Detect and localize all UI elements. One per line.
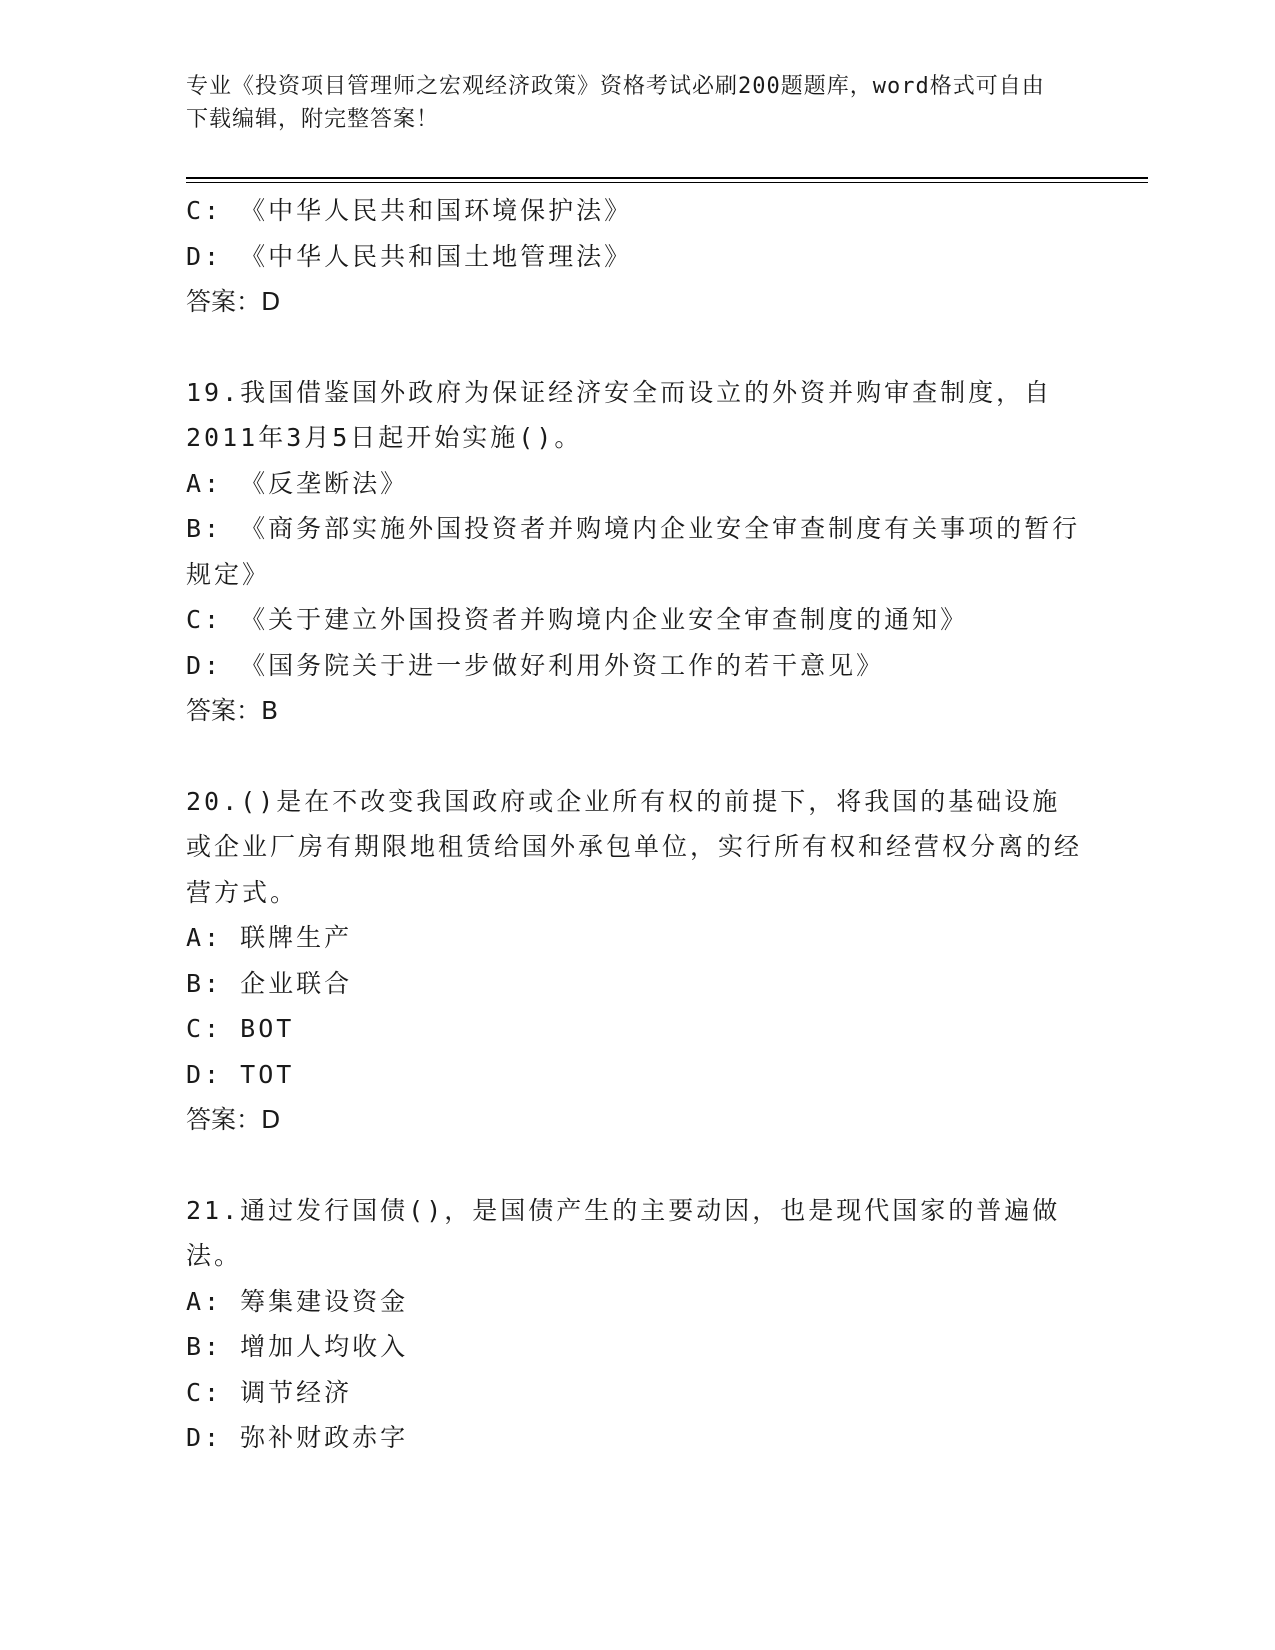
option-text: 增加人均收入 — [240, 1332, 409, 1361]
option-prefix: D: — [186, 1059, 223, 1089]
document-header: 专业《投资项目管理师之宏观经济政策》资格考试必刷200题题库，word格式可自由下载编辑，附完整答案！ — [186, 74, 1045, 132]
option-prefix: A: — [186, 468, 223, 498]
question-stem: 21.通过发行国债()，是国债产生的主要动因，也是现代国家的普遍做法。 — [186, 1195, 1061, 1270]
option-text: BOT — [240, 1014, 295, 1043]
option-text: 《关于建立外国投资者并购境内企业安全审查制度的通知》 — [240, 605, 969, 634]
answer-value: D — [261, 1105, 281, 1134]
question-stem: 19.我国借鉴国外政府为保证经济安全而设立的外资并购审查制度，自2011年3月5日起开始实施()。 — [186, 377, 1053, 452]
option-text: TOT — [240, 1059, 295, 1089]
question-18-continuation — [186, 188, 1086, 325]
option-prefix: A: — [186, 1286, 223, 1316]
option-d — [186, 234, 1086, 280]
option-d — [186, 1415, 1086, 1461]
option-c — [186, 188, 1086, 234]
answer-line — [186, 1097, 1086, 1143]
answer-value: D — [261, 287, 281, 316]
option-text: 《中华人民共和国环境保护法》 — [240, 196, 633, 225]
question-19 — [186, 370, 1086, 734]
option-prefix: D: — [186, 1423, 223, 1452]
option-text: 弥补财政赤字 — [240, 1423, 409, 1452]
header-rule-thick — [186, 177, 1148, 179]
option-prefix: C: — [186, 605, 223, 634]
answer-line — [186, 279, 1086, 325]
option-text: 调节经济 — [240, 1377, 353, 1407]
option-text: 联牌生产 — [240, 923, 353, 952]
option-prefix: B: — [186, 1332, 223, 1361]
option-c — [186, 1006, 1086, 1052]
option-d — [186, 1052, 1086, 1098]
answer-label: 答案： — [186, 1105, 262, 1134]
option-prefix: A: — [186, 923, 223, 952]
option-b — [186, 506, 1086, 597]
header-rule-thin — [186, 182, 1148, 183]
option-prefix: C: — [186, 1377, 223, 1407]
option-text: 《反垄断法》 — [240, 468, 409, 498]
document-body — [186, 188, 1086, 1461]
option-prefix: C: — [186, 1014, 223, 1043]
answer-value: B — [261, 696, 279, 725]
question-stem: 20.()是在不改变我国政府或企业所有权的前提下，将我国的基础设施或企业厂房有期限地租赁给国外承包单位，实行所有权和经营权分离的经营方式。 — [186, 786, 1083, 907]
option-d — [186, 643, 1086, 689]
option-b — [186, 1324, 1086, 1370]
option-text: 《中华人民共和国土地管理法》 — [240, 241, 633, 271]
option-a — [186, 1279, 1086, 1325]
option-c — [186, 1370, 1086, 1416]
option-prefix: C: — [186, 196, 223, 225]
option-text: 《商务部实施外国投资者并购境内企业安全审查制度有关事项的暂行规定》 — [186, 514, 1081, 589]
answer-label: 答案： — [186, 696, 262, 725]
option-c — [186, 597, 1086, 643]
option-b — [186, 961, 1086, 1007]
option-a — [186, 461, 1086, 507]
option-text: 筹集建设资金 — [240, 1286, 409, 1316]
option-text: 企业联合 — [240, 968, 353, 998]
answer-label: 答案： — [186, 287, 262, 316]
question-20 — [186, 779, 1086, 1143]
option-text: 《国务院关于进一步做好利用外资工作的若干意见》 — [240, 650, 885, 680]
question-21 — [186, 1188, 1086, 1461]
answer-line — [186, 688, 1086, 734]
option-prefix: D: — [186, 241, 223, 271]
option-prefix: D: — [186, 650, 223, 680]
option-prefix: B: — [186, 968, 223, 998]
option-prefix: B: — [186, 514, 223, 543]
option-a — [186, 915, 1086, 961]
